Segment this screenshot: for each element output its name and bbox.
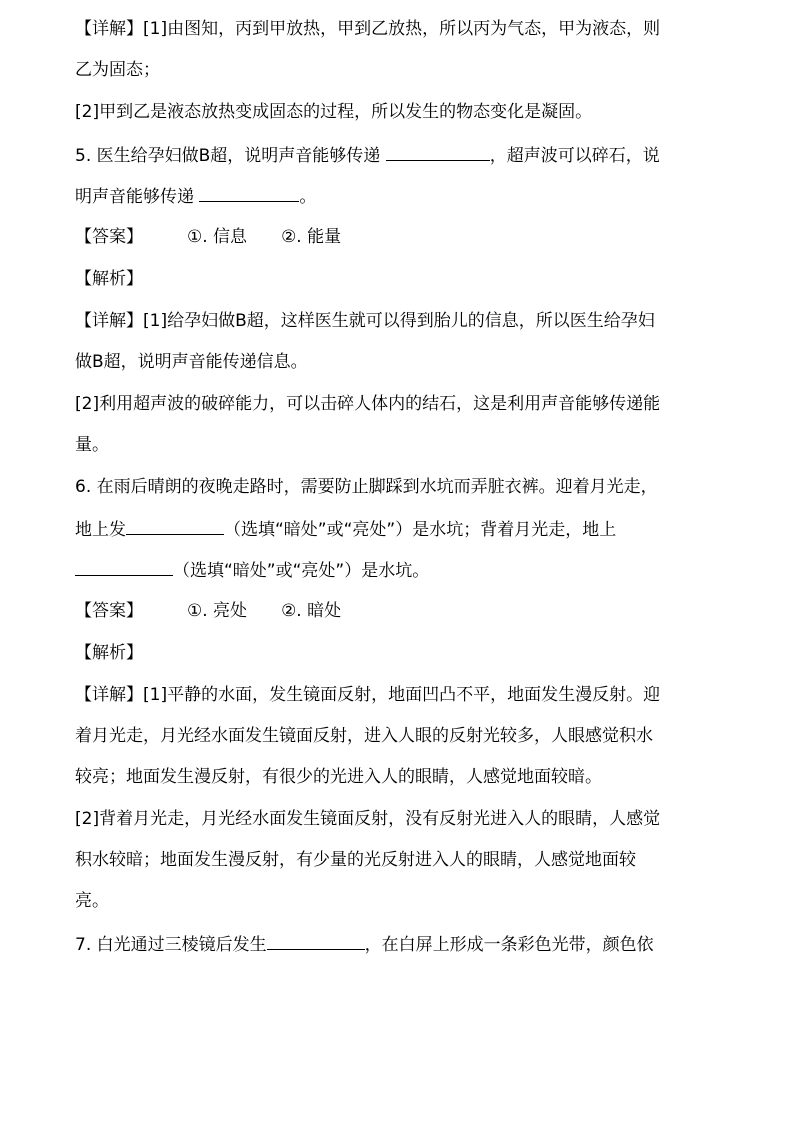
answer-item: ①. 信息 — [187, 227, 248, 247]
question-5 — [75, 143, 725, 165]
answer-blank — [75, 558, 173, 576]
explanation-line: 乙为固态； — [75, 60, 160, 80]
analysis-label: 【解析】 — [75, 643, 143, 663]
document-content — [75, 18, 725, 954]
answer-item: ②. 能量 — [281, 227, 342, 247]
question-6-cont — [75, 517, 725, 539]
question-text: （选填“暗处”或“亮处”）是水坑。 — [173, 561, 430, 581]
analysis-label: 【解析】 — [75, 269, 143, 289]
explanation-line: 量。 — [75, 435, 109, 455]
question-5-cont — [75, 184, 725, 206]
answer-blank — [126, 517, 224, 535]
question-text: 7. 白光通过三棱镜后发生 — [75, 935, 267, 955]
question-text: （选填“暗处”或“亮处”）是水坑；背着月光走，地上 — [224, 520, 617, 540]
question-text: 5. 医生给孕妇做B超，说明声音能够传递 — [75, 146, 386, 166]
answer-line — [75, 600, 725, 622]
explanation-line: 较亮；地面发生漫反射，有很少的光进入人的眼睛，人感觉地面较暗。 — [75, 767, 602, 787]
question-6-cont — [75, 558, 725, 580]
answer-blank — [386, 143, 490, 161]
answer-item: ①. 亮处 — [187, 601, 248, 621]
answer-line — [75, 226, 725, 248]
explanation-line: 着月光走，月光经水面发生镜面反射，进入人眼的反射光较多，人眼感觉积水 — [75, 726, 653, 746]
explanation-line: 积水较暗；地面发生漫反射，有少量的光反射进入人的眼睛，人感觉地面较 — [75, 850, 636, 870]
question-text: ，在白屏上形成一条彩色光带，颜色依 — [364, 935, 654, 955]
question-7 — [75, 932, 725, 954]
explanation-line: 【详解】[1]平静的水面，发生镜面反射，地面凹凸不平，地面发生漫反射。迎 — [75, 685, 661, 705]
explanation-line: 亮。 — [75, 891, 109, 911]
explanation-line: 【详解】[1]由图知，丙到甲放热，甲到乙放热，所以丙为气态，甲为液态，则 — [75, 19, 661, 39]
question-text: 。 — [299, 187, 317, 207]
question-text: 明声音能够传递 — [75, 187, 200, 207]
answer-label: 【答案】 — [75, 601, 143, 621]
answer-blank — [199, 184, 299, 202]
answer-item: ②. 暗处 — [281, 601, 342, 621]
explanation-line: [2]利用超声波的破碎能力，可以击碎人体内的结石，这是利用声音能够传递能 — [75, 394, 661, 414]
answer-blank — [267, 932, 365, 950]
explanation-line: 做B超，说明声音能传递信息。 — [75, 352, 308, 372]
explanation-line: [2]背着月光走，月光经水面发生镜面反射，没有反射光进入人的眼睛，人感觉 — [75, 809, 661, 829]
question-6: 6. 在雨后晴朗的夜晚走路时，需要防止脚踩到水坑而弄脏衣裤。迎着月光走， — [75, 477, 658, 497]
question-text: ，超声波可以碎石，说 — [489, 146, 660, 166]
explanation-line: 【详解】[1]给孕妇做B超，这样医生就可以得到胎儿的信息，所以医生给孕妇 — [75, 311, 655, 331]
answer-label: 【答案】 — [75, 227, 143, 247]
explanation-line: [2]甲到乙是液态放热变成固态的过程，所以发生的物态变化是凝固。 — [75, 102, 593, 122]
question-text: 地上发 — [75, 520, 126, 540]
